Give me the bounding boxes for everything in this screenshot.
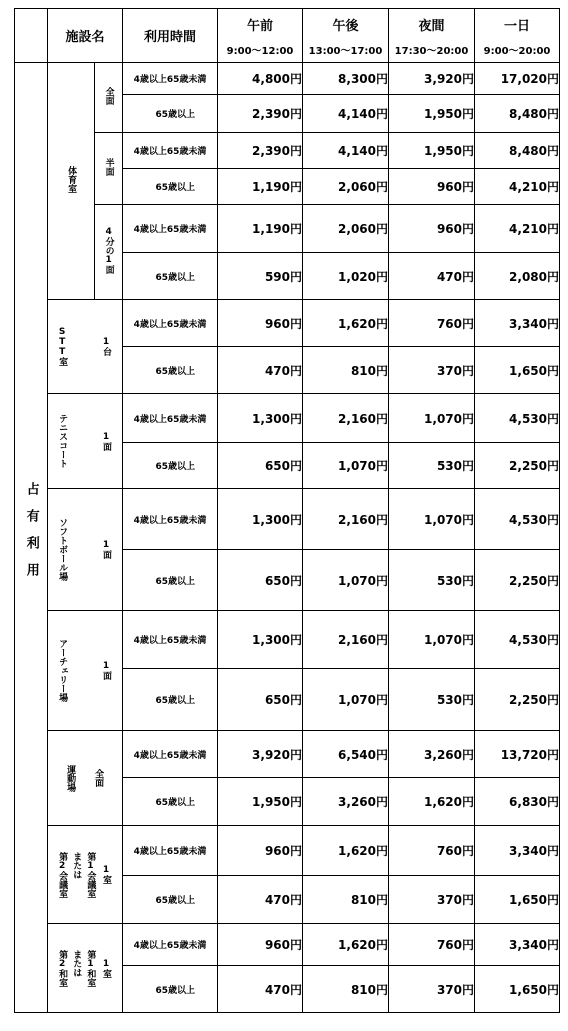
price-cell: 8,300円: [303, 63, 389, 95]
table-row: [15, 300, 560, 347]
price-cell: 960円: [218, 300, 303, 347]
price-cell: 4,530円: [475, 611, 560, 669]
header-morning-time: 9:00～12:00: [226, 45, 294, 57]
facility-name-cell: [48, 731, 123, 826]
header-corner: [15, 9, 48, 63]
facility-name-b: 第2会議室: [57, 851, 68, 898]
price-cell: 590円: [218, 253, 303, 300]
price-cell: 1,950円: [389, 95, 475, 133]
header-night-label: 夜間: [418, 18, 445, 34]
price-cell: 650円: [218, 550, 303, 611]
facility-name-or: または: [71, 851, 82, 879]
table-row: [15, 731, 560, 778]
facility-name-cell: [48, 300, 123, 394]
age-label: 65歳以上: [123, 169, 218, 205]
age-label: 4歳以上65歳未満: [123, 731, 218, 778]
facility-name: 運動場: [65, 764, 76, 792]
price-cell: 8,480円: [475, 133, 560, 169]
unit-label: 4分の1面: [103, 226, 114, 274]
table-row: [15, 489, 560, 550]
price-cell: 960円: [389, 169, 475, 205]
facility-fee-table: [14, 8, 560, 1013]
unit-label: 1面: [101, 540, 112, 559]
price-cell: 3,920円: [389, 63, 475, 95]
price-cell: 1,190円: [218, 169, 303, 205]
price-cell: 3,260円: [389, 731, 475, 778]
age-label: 65歳以上: [123, 443, 218, 489]
price-cell: 960円: [218, 826, 303, 876]
facility-name-cell: [48, 63, 95, 300]
price-cell: 650円: [218, 443, 303, 489]
price-cell: 3,920円: [218, 731, 303, 778]
facility-name: ソフトボール場: [57, 518, 68, 581]
price-cell: 370円: [389, 876, 475, 924]
table-row: [15, 133, 560, 169]
price-cell: 530円: [389, 550, 475, 611]
unit-label: 半面: [103, 157, 114, 176]
header-morning: [218, 9, 303, 63]
age-label: 4歳以上65歳未満: [123, 394, 218, 443]
price-cell: 470円: [218, 347, 303, 394]
price-cell: 1,650円: [475, 347, 560, 394]
age-label: 65歳以上: [123, 669, 218, 731]
price-cell: 1,620円: [389, 778, 475, 826]
price-cell: 470円: [218, 876, 303, 924]
facility-name-b: 第2和室: [57, 949, 68, 987]
price-cell: 1,190円: [218, 205, 303, 253]
unit-label: 全面: [103, 86, 114, 105]
facility-name: アーチェリー場: [57, 639, 68, 702]
price-cell: 530円: [389, 669, 475, 731]
facility-name-group: [56, 852, 96, 898]
price-cell: 1,300円: [218, 611, 303, 669]
price-cell: 810円: [303, 347, 389, 394]
price-cell: 470円: [389, 253, 475, 300]
price-cell: 2,250円: [475, 669, 560, 731]
price-cell: 1,620円: [303, 300, 389, 347]
price-cell: 1,020円: [303, 253, 389, 300]
age-label: 65歳以上: [123, 253, 218, 300]
price-cell: 3,340円: [475, 300, 560, 347]
price-cell: 1,070円: [303, 443, 389, 489]
price-cell: 4,210円: [475, 205, 560, 253]
unit-label: 1面: [101, 661, 112, 680]
price-cell: 810円: [303, 966, 389, 1013]
price-cell: 2,390円: [218, 95, 303, 133]
header-night-time: 17:30～20:00: [394, 45, 469, 57]
age-label: 4歳以上65歳未満: [123, 133, 218, 169]
header-afternoon-time: 13:00～17:00: [308, 45, 383, 57]
price-cell: 810円: [303, 876, 389, 924]
price-cell: 960円: [389, 205, 475, 253]
facility-name: 体育室: [66, 165, 77, 193]
unit-cell: [95, 133, 123, 205]
price-cell: 1,950円: [218, 778, 303, 826]
price-cell: 1,070円: [303, 550, 389, 611]
price-cell: 2,160円: [303, 394, 389, 443]
side-label-cell: [15, 63, 48, 1013]
age-label: 4歳以上65歳未満: [123, 300, 218, 347]
price-cell: 370円: [389, 347, 475, 394]
price-cell: 2,060円: [303, 169, 389, 205]
age-label: 65歳以上: [123, 778, 218, 826]
price-cell: 2,060円: [303, 205, 389, 253]
header-day-time: 9:00～20:00: [483, 45, 551, 57]
price-cell: 1,650円: [475, 876, 560, 924]
age-label: 4歳以上65歳未満: [123, 205, 218, 253]
age-label: 65歳以上: [123, 876, 218, 924]
price-cell: 8,480円: [475, 95, 560, 133]
price-cell: 2,390円: [218, 133, 303, 169]
age-label: 65歳以上: [123, 966, 218, 1013]
facility-name-group: [56, 950, 96, 987]
facility-name-a: 第1和室: [85, 949, 96, 987]
price-cell: 1,650円: [475, 966, 560, 1013]
price-cell: 1,070円: [389, 394, 475, 443]
facility-name-or: または: [71, 949, 82, 977]
unit-label: 全面: [93, 769, 104, 787]
price-cell: 6,540円: [303, 731, 389, 778]
price-cell: 760円: [389, 826, 475, 876]
price-cell: 4,140円: [303, 133, 389, 169]
header-day-label: 一日: [504, 18, 531, 34]
header-afternoon: [303, 9, 389, 63]
header-morning-label: 午前: [247, 18, 274, 34]
price-cell: 6,830円: [475, 778, 560, 826]
facility-name-a: 第1会議室: [85, 851, 96, 898]
price-cell: 2,160円: [303, 611, 389, 669]
unit-cell: [95, 63, 123, 133]
age-label: 65歳以上: [123, 550, 218, 611]
age-label: 4歳以上65歳未満: [123, 489, 218, 550]
price-cell: 760円: [389, 300, 475, 347]
price-cell: 1,070円: [389, 611, 475, 669]
facility-name-cell: [48, 611, 123, 731]
price-cell: 1,620円: [303, 826, 389, 876]
facility-name: テニスコート: [57, 414, 68, 468]
unit-label: 1台: [101, 337, 112, 356]
facility-name-cell: [48, 489, 123, 611]
price-cell: 2,080円: [475, 253, 560, 300]
facility-name-cell: [48, 394, 123, 489]
header-afternoon-label: 午後: [332, 18, 359, 34]
unit-label: 1室: [101, 958, 112, 978]
header-night: [389, 9, 475, 63]
age-label: 4歳以上65歳未満: [123, 826, 218, 876]
price-cell: 4,210円: [475, 169, 560, 205]
header-usage: 利用時間: [123, 9, 218, 63]
header-facility: 施設名: [48, 9, 123, 63]
unit-cell: [95, 205, 123, 300]
header-row: [15, 9, 560, 63]
price-cell: 4,800円: [218, 63, 303, 95]
price-cell: 2,160円: [303, 489, 389, 550]
price-cell: 650円: [218, 669, 303, 731]
age-label: 4歳以上65歳未満: [123, 924, 218, 966]
table-row: [15, 63, 560, 95]
facility-name-cell: [48, 924, 123, 1013]
price-cell: 4,530円: [475, 394, 560, 443]
price-cell: 760円: [389, 924, 475, 966]
age-label: 65歳以上: [123, 95, 218, 133]
price-cell: 1,620円: [303, 924, 389, 966]
price-cell: 1,300円: [218, 394, 303, 443]
price-cell: 470円: [218, 966, 303, 1013]
price-cell: 1,070円: [303, 669, 389, 731]
price-cell: 370円: [389, 966, 475, 1013]
unit-label: 1室: [101, 865, 112, 884]
age-label: 4歳以上65歳未満: [123, 63, 218, 95]
table-row: [15, 924, 560, 966]
header-day: [475, 9, 560, 63]
age-label: 65歳以上: [123, 347, 218, 394]
price-cell: 960円: [218, 924, 303, 966]
facility-name-cell: [48, 826, 123, 924]
price-cell: 3,260円: [303, 778, 389, 826]
price-cell: 13,720円: [475, 731, 560, 778]
table-row: [15, 205, 560, 253]
price-cell: 2,250円: [475, 443, 560, 489]
price-cell: 530円: [389, 443, 475, 489]
price-cell: 1,070円: [389, 489, 475, 550]
unit-label: 1面: [101, 431, 112, 451]
price-cell: 4,530円: [475, 489, 560, 550]
side-label: 占有利用: [23, 481, 39, 590]
price-cell: 3,340円: [475, 826, 560, 876]
price-cell: 3,340円: [475, 924, 560, 966]
table-row: [15, 394, 560, 443]
price-cell: 1,950円: [389, 133, 475, 169]
table-row: [15, 611, 560, 669]
price-cell: 2,250円: [475, 550, 560, 611]
price-cell: 17,020円: [475, 63, 560, 95]
age-label: 4歳以上65歳未満: [123, 611, 218, 669]
price-cell: 1,300円: [218, 489, 303, 550]
table-row: [15, 826, 560, 876]
price-cell: 4,140円: [303, 95, 389, 133]
facility-name: STT室: [57, 327, 68, 366]
